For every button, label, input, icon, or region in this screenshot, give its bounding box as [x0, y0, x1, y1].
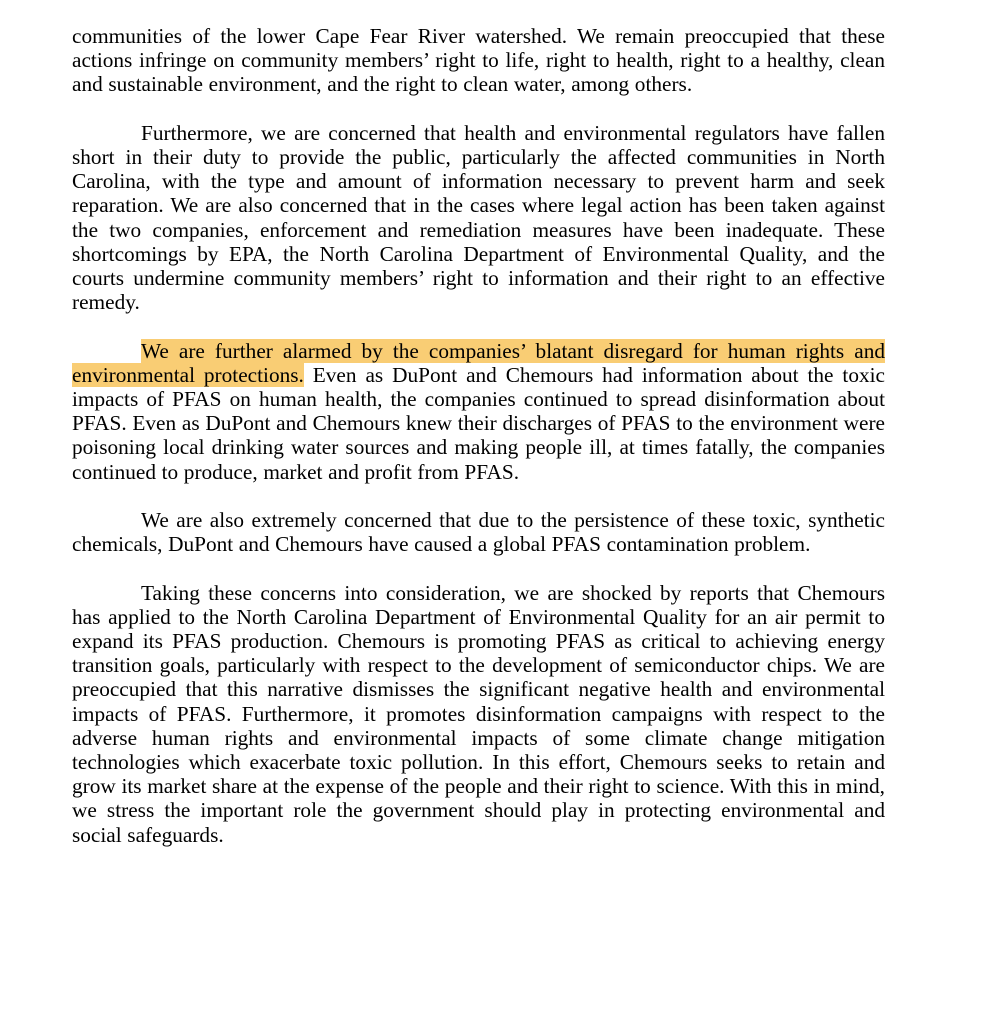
paragraph-text: Taking these concerns into consideration, we are shocked by reports that Chemours has applied to the North Carolina Department of Environmental Quality for an air permit to expand its PFAS production. Chemours is promoting PFAS as critical to achieving energy transition goals, particularly with respect to the development of semiconductor chips. We are preoccupied that this narrative dismisses the significant negative health and environmental impacts of PFAS. Furthermore, it promotes disinformation campaigns with respect to the adverse human rights and environmental impacts of some climate change mitigation technologies which exacerbate toxic pollution. In this effort, Chemours seeks to retain and grow its market share at the expense of the people and their right to science. With this in mind, we stress the important role the government should play in protecting environmental and social safeguards. — [72, 580, 885, 847]
paragraph-regulators — [72, 121, 885, 315]
paragraph-air-permit — [72, 581, 885, 847]
paragraph-global-contamination — [72, 508, 885, 556]
paragraph-text: Even as DuPont and Chemours had information about the toxic impacts of PFAS on human health, the companies continued to spread disinformation about PFAS. Even as DuPont and Chemours knew their discharges of PFAS to the environment were poisoning local drinking water sources and making people ill, at times fatally, the companies continued to produce, market and profit from PFAS. — [72, 362, 885, 484]
paragraph-text: Furthermore, we are concerned that health and environmental regulators have fallen short in their duty to provide the public, particularly the affected communities in North Carolina, with the type and amount of information necessary to prevent harm and seek reparation. We are also concerned that in the cases where legal action has been taken against the two companies, enforcement and remediation measures have been inadequate. These shortcomings by EPA, the North Carolina Department of Environmental Quality, and the courts undermine community members’ right to information and their right to an effective remedy. — [72, 120, 885, 315]
highlighted-text: We are further alarmed by the companies’ blatant disregard for human rights and environmental protections. — [72, 338, 885, 387]
paragraph-text: We are also extremely concerned that due to the persistence of these toxic, synthetic chemicals, DuPont and Chemours have caused a global PFAS contamination problem. — [72, 508, 885, 557]
paragraph-continuation — [72, 24, 885, 97]
paragraph-text: communities of the lower Cape Fear River watershed. We remain preoccupied that these actions infringe on community members’ right to life, right to health, right to a healthy, clean and sustainable environment, and the right to clean water, among others. — [72, 24, 885, 97]
paragraph-companies-disregard — [72, 339, 885, 484]
document-page — [72, 24, 885, 847]
